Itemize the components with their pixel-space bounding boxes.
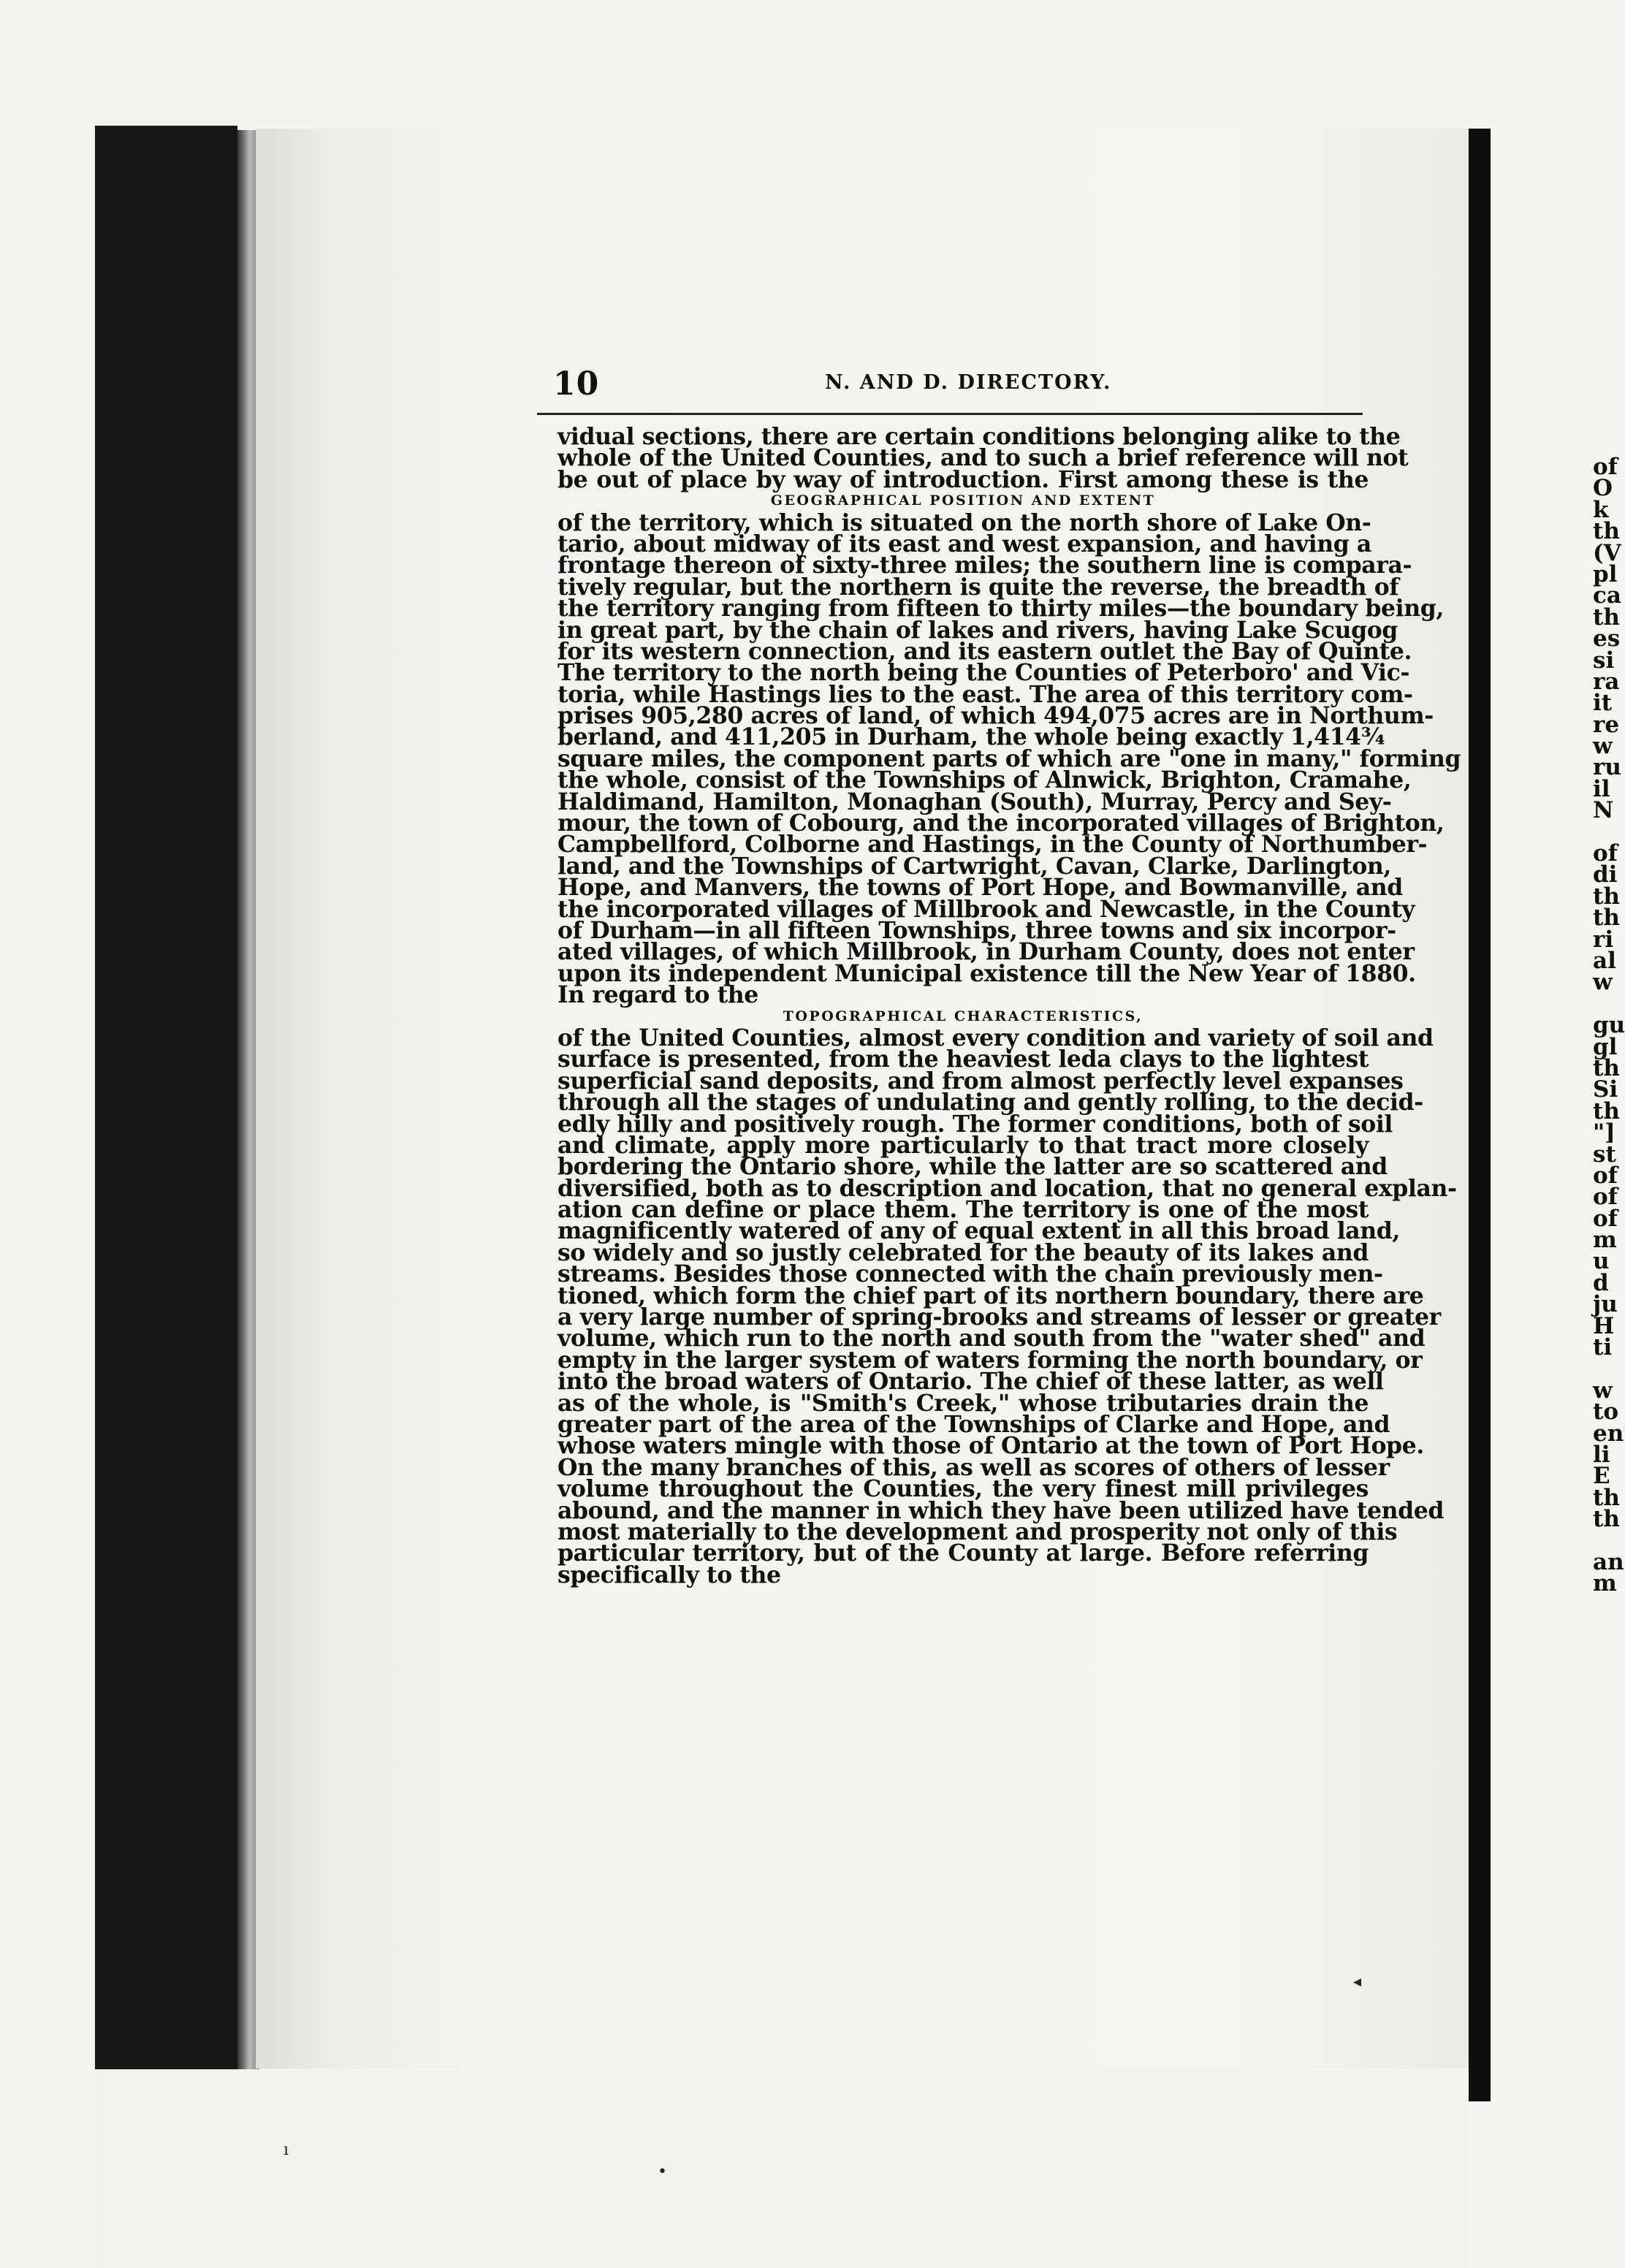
edge-fragment: of: [1593, 1184, 1618, 1211]
text-line: surface is presented, from the heaviest leda clays to the lightest: [557, 1046, 1369, 1073]
text-line: magnificently watered of any of equal extent in all this broad land,: [557, 1217, 1400, 1245]
text-line: berland, and 411,205 in Durham, the whole being exactly 1,414¾: [557, 723, 1385, 751]
text-line: the incorporated villages of Millbrook and Newcastle, in the County: [557, 895, 1415, 923]
text-line: empty in the larger system of waters forming the north boundary, or: [557, 1346, 1423, 1374]
facing-page-text-fragments: [1593, 454, 1625, 1597]
edge-fragment: w: [1593, 733, 1613, 760]
text-line: particular territory, but of the County at large. Before referring: [557, 1540, 1369, 1567]
edge-fragment: th: [1593, 1506, 1620, 1533]
page-header: [553, 365, 1360, 409]
text-line: and climate, apply more particularly to that tract more closely: [557, 1131, 1369, 1159]
text-line: mour, the town of Cobourg, and the incorporated villages of Brighton,: [557, 810, 1445, 837]
page-body: [557, 423, 1461, 1588]
text-line: volume throughout the Counties, the very finest mill privileges: [557, 1475, 1369, 1503]
edge-fragment: of: [1593, 1205, 1618, 1232]
edge-fragment: en: [1593, 1420, 1624, 1447]
edge-fragment: it: [1593, 690, 1613, 717]
text-line: bordering the Ontario shore, while the latter are so scattered and: [557, 1153, 1388, 1181]
text-line: land, and the Townships of Cartwright, Cavan, Clarke, Darlington,: [557, 852, 1391, 880]
text-line: Hope, and Manvers, the towns of Port Hope, and Bowmanville, and: [557, 874, 1403, 902]
text-line: volume, which run to the north and south from the "water shed" and: [557, 1325, 1426, 1352]
text-line: the territory ranging from fifteen to thirty miles—the boundary being,: [557, 595, 1444, 623]
edge-fragment: il: [1593, 775, 1610, 802]
text-line: in great part, by the chain of lakes and rivers, having Lake Scugog: [557, 616, 1398, 644]
text-line: abound, and the manner in which they have been utilized have tended: [557, 1496, 1445, 1524]
edge-fragment: ti: [1593, 1334, 1613, 1361]
book-cover-edge: [95, 126, 237, 2098]
edge-fragment: th: [1593, 1484, 1620, 1511]
edge-fragment: ru: [1593, 754, 1621, 781]
scan-speck: ◂: [1353, 1973, 1362, 1991]
text-line: whose waters mingle with those of Ontario at the town of Port Hope.: [557, 1432, 1424, 1460]
text-line: most materially to the development and prosperity not only of this: [557, 1518, 1398, 1545]
text-line: On the many branches of this, as well as scores of others of lesser: [557, 1453, 1390, 1481]
edge-fragment: th: [1593, 883, 1620, 910]
text-line: The territory to the north being the Counties of Peterboro' and Vic-: [557, 659, 1410, 687]
text-line: toria, while Hastings lies to the east. The area of this territory com-: [557, 680, 1413, 708]
text-line: upon its independent Municipal existence till the New Year of 1880.: [557, 959, 1416, 987]
edge-fragment: m: [1593, 1570, 1617, 1597]
text-line: streams. Besides those connected with the chain previously men-: [557, 1260, 1383, 1288]
edge-fragment: th: [1593, 1054, 1620, 1081]
edge-fragment: d: [1593, 1269, 1609, 1296]
text-line: tively regular, but the northern is quite the reverse, the breadth of: [557, 573, 1399, 601]
text-line: as of the whole, is "Smith's Creek," whose tributaries drain the: [557, 1389, 1369, 1417]
edge-fragment: al: [1593, 947, 1616, 974]
edge-fragment: th: [1593, 518, 1620, 545]
text-line: through all the stages of undulating and gently rolling, to the decid-: [557, 1089, 1423, 1116]
scan-speck: ı: [283, 2141, 289, 2159]
text-line: In regard to the: [557, 981, 758, 1009]
text-line: of the territory, which is situated on the north shore of Lake On-: [557, 509, 1371, 536]
edge-fragment: ri: [1593, 926, 1614, 953]
edge-fragment: th: [1593, 905, 1620, 932]
text-line: of Durham—in all fifteen Townships, three towns and six incorpor-: [557, 916, 1396, 944]
text-line: prises 905,280 acres of land, of which 494,075 acres are in Northum-: [557, 702, 1434, 730]
text-line: for its western connection, and its eastern outlet the Bay of Quinte.: [557, 637, 1412, 665]
text-line: diversified, both as to description and location, that no general explan-: [557, 1174, 1457, 1202]
edge-fragment: "]: [1593, 1119, 1616, 1146]
edge-fragment: H: [1593, 1312, 1615, 1339]
edge-fragment: to: [1593, 1399, 1618, 1426]
text-line: the whole, consist of the Townships of Alnwick, Brighton, Cramahe,: [557, 766, 1412, 794]
text-line: of the United Counties, almost every condition and variety of soil and: [557, 1024, 1434, 1051]
edge-fragment: si: [1593, 647, 1615, 674]
page-number: 10: [553, 365, 600, 403]
edge-fragment: st: [1593, 1141, 1616, 1168]
text-line: superficial sand deposits, and from almost perfectly level expanses: [557, 1067, 1404, 1095]
edge-fragment: gu: [1593, 1012, 1625, 1039]
text-line: ation can define or place them. The territory is one of the most: [557, 1196, 1369, 1224]
edge-fragment: li: [1593, 1441, 1610, 1468]
edge-fragment: u: [1593, 1248, 1610, 1275]
text-line: a very large number of spring-brooks and streams of lesser or greater: [557, 1304, 1441, 1331]
edge-fragment: re: [1593, 711, 1620, 738]
book-gutter: [1469, 129, 1491, 2101]
edge-fragment: of: [1593, 840, 1618, 867]
edge-fragment: (V: [1593, 539, 1621, 566]
text-line: tario, about midway of its east and west expansion, and having a: [557, 530, 1371, 558]
edge-fragment: di: [1593, 861, 1618, 888]
text-line: whole of the United Counties, and to such a brief reference will not: [557, 444, 1409, 472]
text-line: frontage thereon of sixty-three miles; the southern line is compara-: [557, 552, 1412, 579]
edge-fragment: ju: [1593, 1291, 1618, 1318]
scan-top-margin: [0, 0, 1619, 124]
edge-fragment: m: [1593, 1227, 1617, 1254]
edge-fragment: O: [1593, 475, 1613, 502]
section-heading: TOPOGRAPHICAL CHARACTERISTICS,: [783, 1008, 1143, 1024]
header-rule: [537, 413, 1363, 415]
edge-fragment: th: [1593, 604, 1620, 631]
edge-fragment: N: [1593, 797, 1614, 824]
edge-fragment: es: [1593, 625, 1621, 652]
scan-speck: •: [658, 2163, 667, 2181]
edge-fragment: E: [1593, 1463, 1610, 1490]
text-line: edly hilly and positively rough. The former conditions, both of soil: [557, 1110, 1393, 1138]
text-line: into the broad waters of Ontario. The chief of these latter, as well: [557, 1368, 1384, 1396]
text-line: tioned, which form the chief part of its northern boundary, there are: [557, 1282, 1424, 1309]
edge-fragment: of: [1593, 1162, 1618, 1189]
text-line: square miles, the component parts of which are "one in many," forming: [557, 745, 1461, 772]
scan-bottom-margin: [95, 2069, 1469, 2268]
edge-fragment: of: [1593, 454, 1618, 480]
text-line: vidual sections, there are certain conditions belonging alike to the: [557, 423, 1401, 450]
text-line: ated villages, of which Millbrook, in Durham County, does not enter: [557, 938, 1415, 966]
edge-fragment: pl: [1593, 560, 1618, 587]
edge-fragment: gl: [1593, 1033, 1618, 1060]
edge-fragment: ra: [1593, 668, 1620, 695]
text-line: Haldimand, Hamilton, Monaghan (South), Murray, Percy and Sey-: [557, 788, 1392, 815]
running-title: N. AND D. DIRECTORY.: [825, 371, 1112, 394]
edge-fragment: Si: [1593, 1076, 1618, 1103]
edge-fragment: ca: [1593, 582, 1621, 609]
text-line: specifically to the: [557, 1561, 781, 1588]
text-line: greater part of the area of the Townships of Clarke and Hope, and: [557, 1410, 1390, 1438]
edge-fragment: w: [1593, 1377, 1613, 1404]
edge-fragment: an: [1593, 1548, 1624, 1575]
section-heading: GEOGRAPHICAL POSITION AND EXTENT: [770, 492, 1156, 509]
edge-fragment: k: [1593, 496, 1609, 523]
text-line: be out of place by way of introduction. First among these is the: [557, 465, 1369, 493]
edge-fragment: th: [1593, 1097, 1620, 1125]
text-line: Campbellford, Colborne and Hastings, in the County of Northumber-: [557, 831, 1428, 859]
edge-fragment: w: [1593, 969, 1613, 996]
text-line: so widely and so justly celebrated for the beauty of its lakes and: [557, 1238, 1369, 1266]
